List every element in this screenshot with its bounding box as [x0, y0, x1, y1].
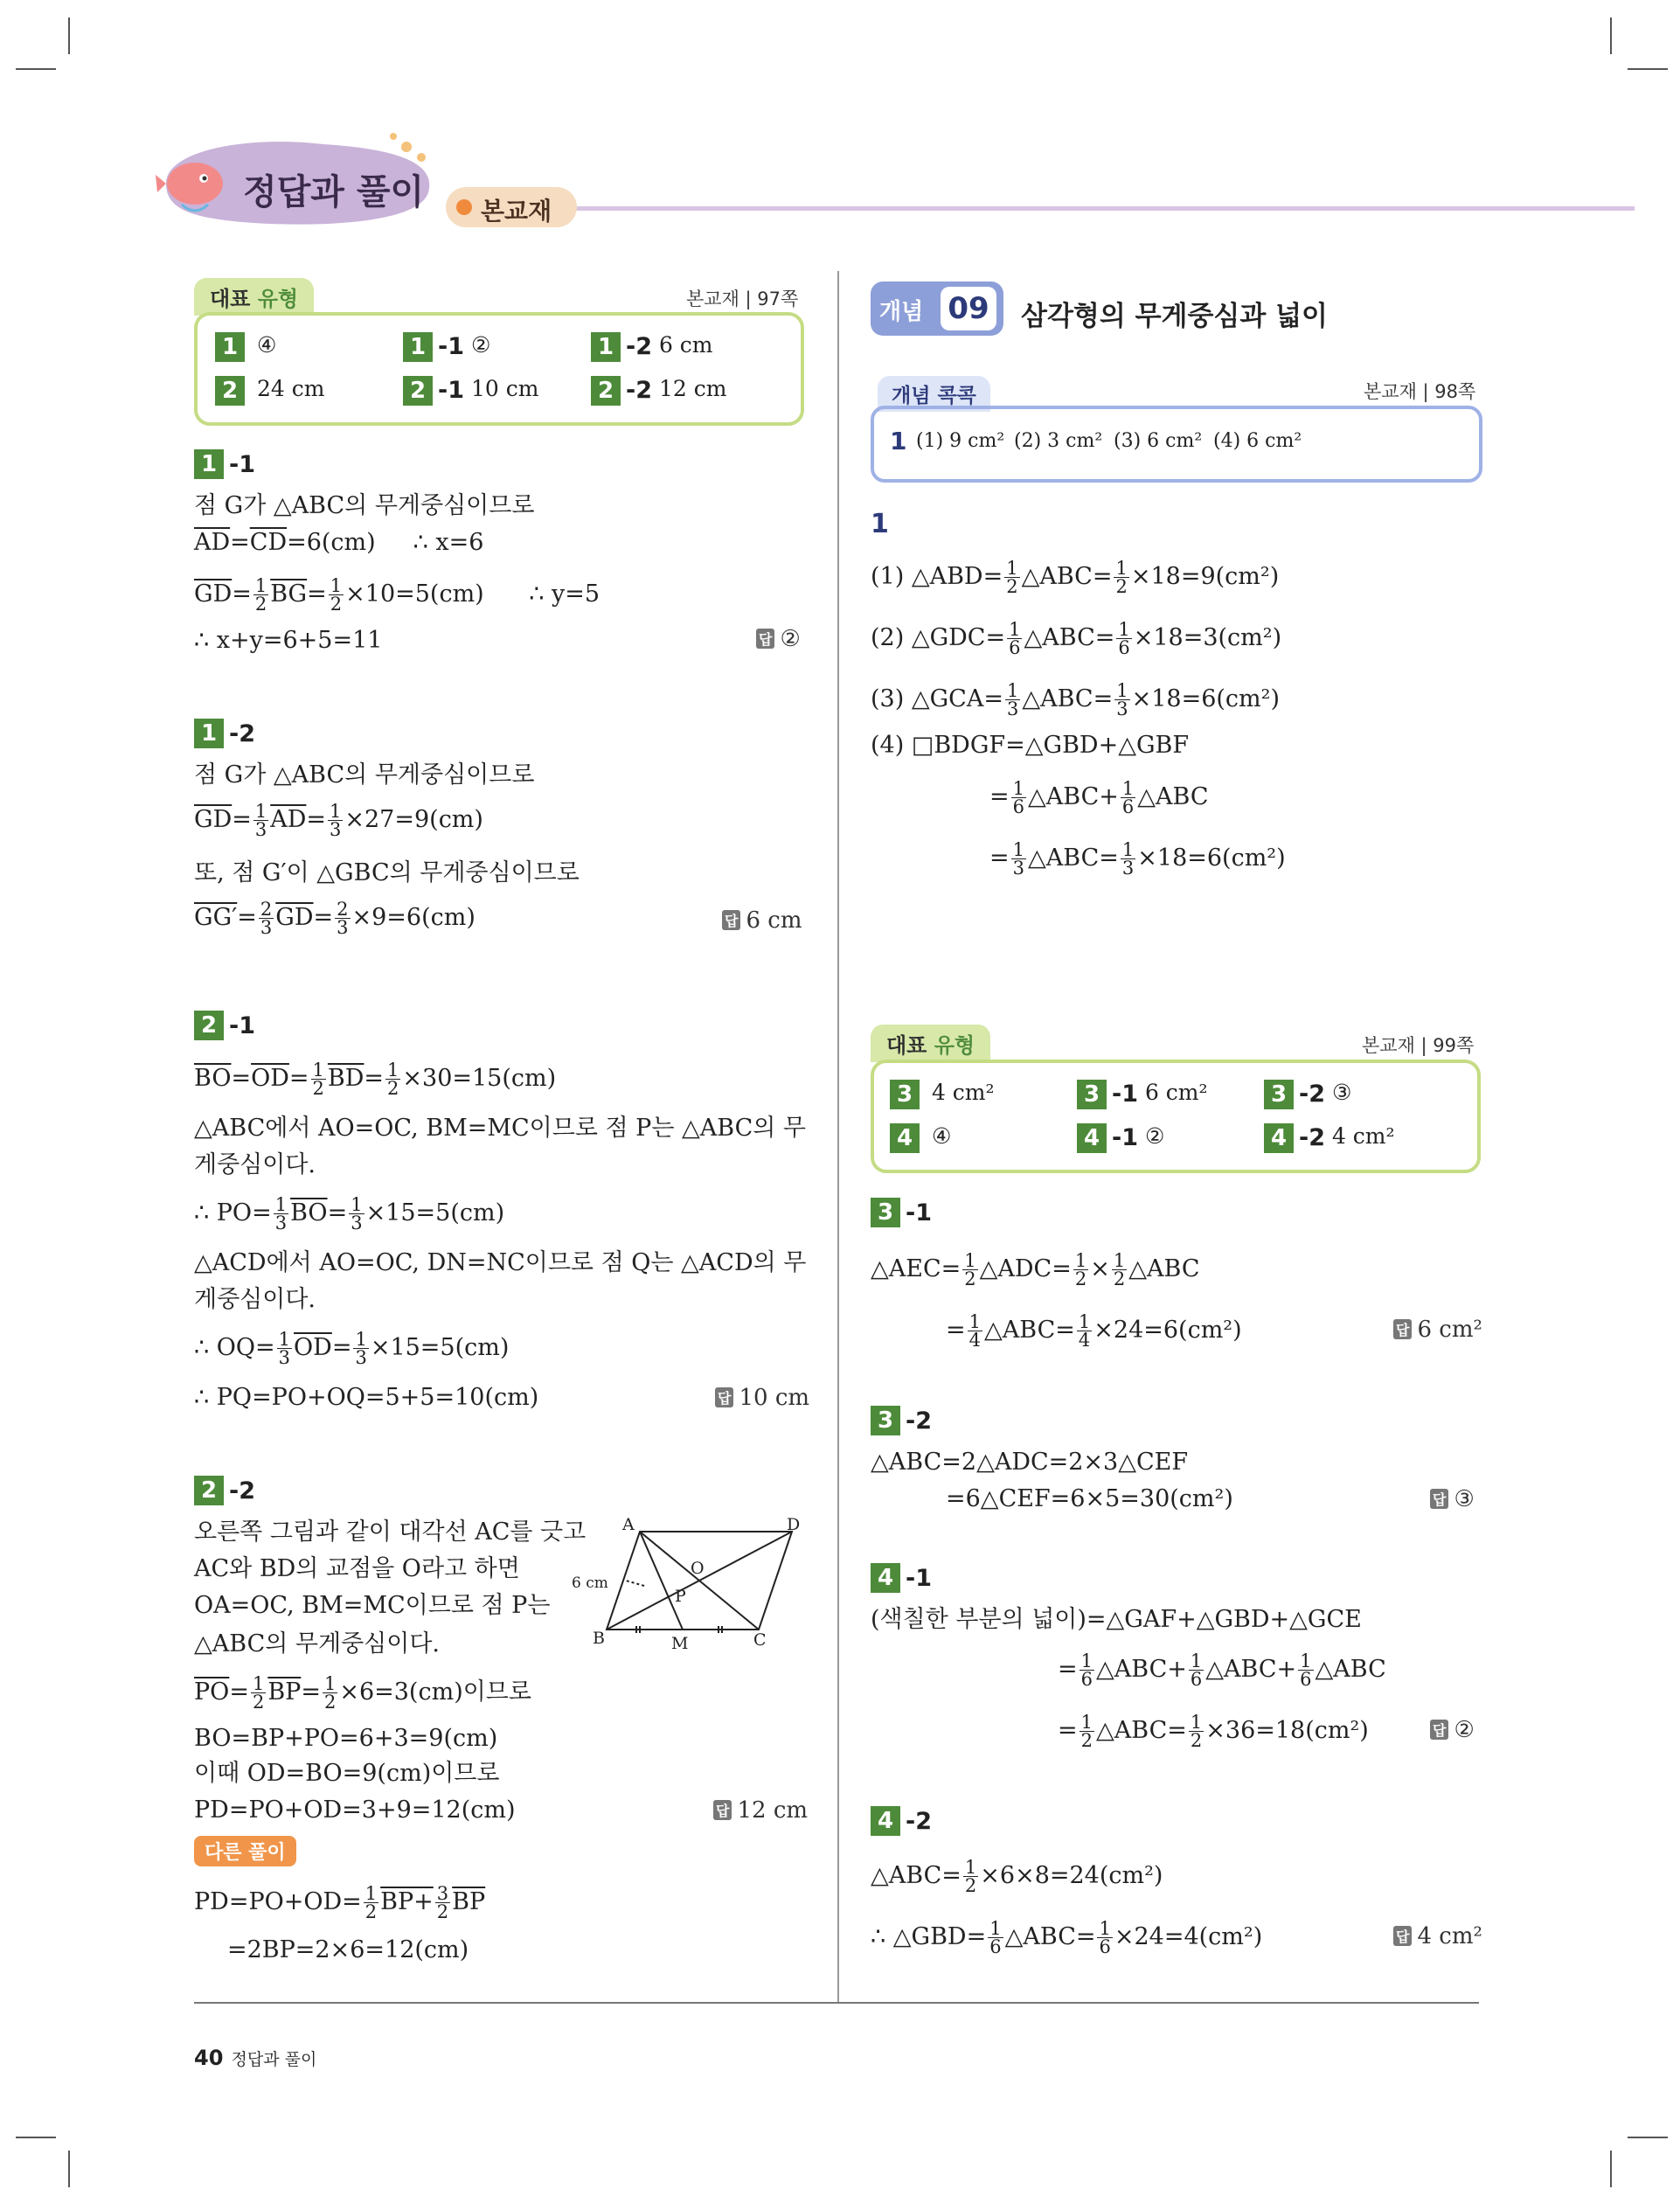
answer-item: 1 -2 6 cm [591, 330, 713, 361]
check-item: (2) 3 cm² [1014, 430, 1103, 452]
problem-heading: 4 -2 [871, 1806, 932, 1838]
answer-item: 3 -1 6 cm² [1077, 1077, 1208, 1108]
solution-line: (4) □BDGF=△GBD+△GBF [871, 732, 1190, 759]
result-answer: 답 12 cm [713, 1797, 808, 1824]
whale-mascot-icon [156, 149, 234, 219]
solution-line: $\overline{BO}=\overline{OD}=$ $\frac{1}{2}$ $\overline{BD}=$ $\frac{1}{2}$ ×30=15(cm) [194, 1060, 557, 1099]
crop-mark [1628, 68, 1668, 70]
header-title: 정답과 풀이 [243, 172, 425, 212]
answer-item: 3 -2 ③ [1264, 1077, 1351, 1108]
footer-label: 정답과 풀이 [231, 2050, 317, 2069]
answer-item: 1 ④ [215, 330, 276, 361]
result-answer: 답 6 cm² [1393, 1317, 1482, 1343]
solution-line: (3) △GCA= $\frac{1}{3}$ △ABC= $\frac{1}{3}$ ×18=6(cm²) [871, 680, 1280, 719]
solution-line: △ACD에서 AO=OC, DN=NC이므로 점 Q는 △ACD의 무 [194, 1249, 807, 1276]
check-item: (1) 9 cm² [916, 430, 1005, 452]
solution-line: OA=OC, BM=MC이므로 점 P는 [194, 1592, 551, 1619]
check-box [871, 406, 1482, 483]
crop-mark [1610, 2151, 1612, 2187]
header-tab [446, 187, 577, 227]
solution-line: 이때 OD=BO=9(cm)이므로 [194, 1760, 500, 1787]
vertex-label: D [787, 1515, 801, 1534]
answer-box [194, 312, 804, 426]
solution-line: 점 G가 △ABC의 무게중심이므로 [194, 492, 535, 519]
check-item: (3) 6 cm² [1114, 430, 1203, 452]
crop-mark [16, 2137, 56, 2138]
answer-item: 2 -2 12 cm [591, 373, 726, 405]
problem-heading: 2 -1 [194, 1011, 255, 1042]
solution-line: BO=BP+PO=6+3=9(cm) [194, 1725, 498, 1752]
solution-line: ∴ △GBD= $\frac{1}{6}$ △ABC= $\frac{1}{6}$ ×24=4(cm²) [871, 1918, 1263, 1957]
problem-heading: 1 -1 [194, 449, 255, 481]
page-number: 40 [194, 2046, 224, 2070]
check-tag: 개념 콕콕 [878, 376, 990, 412]
crop-mark [1610, 17, 1612, 54]
footer-rule [194, 2002, 1479, 2004]
concept-number: 09 [941, 287, 996, 330]
footer [194, 2046, 316, 2070]
solution-line: ∴ x+y=6+5=11 [194, 627, 383, 654]
answer-item: 4 -1 ② [1077, 1121, 1164, 1152]
parallelogram-figure [566, 1514, 813, 1654]
check-item: (4) 6 cm² [1213, 430, 1302, 452]
result-answer: 답 4 cm² [1393, 1923, 1482, 1949]
solution-line: GG′= $\frac{2}{3}$ $\overline{GD}=$ $\frac{2}{3}$ ×9=6(cm) [194, 899, 476, 938]
crop-mark [1628, 2137, 1668, 2138]
header-tab-label: 본교재 [481, 197, 552, 226]
solution-line: (색칠한 부분의 넓이)=△GAF+△GBD+△GCE [871, 1606, 1362, 1633]
concept-label: 개념 [879, 299, 924, 325]
solution-number: 1 [871, 509, 889, 539]
solution-line: ∴ PO= $\frac{1}{3}$ $\overline{BO}=$ $\frac{1}{3}$ ×15=5(cm) [194, 1194, 505, 1234]
alt-solution-tag: 다른 풀이 [194, 1836, 296, 1866]
solution-line: = $\frac{1}{4}$ △ABC= $\frac{1}{4}$ ×24=6(cm²) [946, 1311, 1242, 1351]
answer-item: 3 4 cm² [890, 1077, 995, 1108]
concept-badge [871, 281, 1003, 336]
problem-heading: 3 -2 [871, 1406, 932, 1437]
solution-line: △ABC= $\frac{1}{2}$ ×6×8=24(cm²) [871, 1857, 1163, 1896]
tab-dot-icon [456, 199, 472, 215]
problem-heading: 1 -2 [194, 719, 255, 750]
length-label: 6 cm [572, 1574, 608, 1592]
solution-line: = $\frac{1}{6}$ △ABC+ $\frac{1}{6}$ △ABC [989, 778, 1209, 817]
column-divider [837, 271, 839, 2002]
solution-line: (1) △ABD= $\frac{1}{2}$ △ABC= $\frac{1}{2}$ ×18=9(cm²) [871, 558, 1280, 597]
result-answer: 답 ③ [1430, 1486, 1475, 1512]
solution-line: 오른쪽 그림과 같이 대각선 AC를 긋고 [194, 1518, 587, 1546]
solution-line: = $\frac{1}{2}$ △ABC= $\frac{1}{2}$ ×36=18(cm²) [1058, 1712, 1369, 1751]
solution-line: = $\frac{1}{3}$ △ABC= $\frac{1}{3}$ ×18=6(cm²) [989, 839, 1286, 879]
header-rule [559, 206, 1635, 211]
solution-line: 또, 점 G′이 △GBC의 무게중심이므로 [194, 859, 580, 886]
crop-mark [68, 2151, 70, 2187]
crop-mark [68, 17, 70, 54]
solution-line: =2BP=2×6=12(cm) [227, 1936, 469, 1963]
page-ref: 본교재 | 97쪽 [686, 288, 799, 309]
answer-box [871, 1060, 1481, 1173]
solution-line: 점 G가 △ABC의 무게중심이므로 [194, 761, 535, 789]
result-answer: 답 ② [1430, 1717, 1475, 1743]
solution-line: △ABC=2△ADC=2×3△CEF [871, 1449, 1189, 1476]
page-ref: 본교재 | 99쪽 [1362, 1035, 1475, 1056]
solution-line: ∴ OQ= $\frac{1}{3}$ $\overline{OD}=$ $\frac{1}{3}$ ×15=5(cm) [194, 1329, 510, 1368]
answer-item: 2 -1 10 cm [403, 373, 538, 405]
vertex-label: A [622, 1515, 635, 1534]
answer-item: 4 -2 4 cm² [1264, 1121, 1395, 1152]
solution-line: $\overline{GD}=$ $\frac{1}{2}$ $\overline{BG}=$ $\frac{1}{2}$ ×10=5(cm) ∴ y=5 [194, 575, 600, 615]
result-answer: 답 ② [756, 626, 801, 652]
section-tag: 대표 유형 [194, 278, 314, 316]
solution-line: =6△CEF=6×5=30(cm²) [946, 1485, 1233, 1512]
crop-mark [16, 68, 56, 70]
solution-line: 게중심이다. [194, 1151, 316, 1178]
answer-item: 4 ④ [890, 1121, 951, 1152]
result-answer: 답 6 cm [722, 907, 802, 934]
solution-line: △ABC에서 AO=OC, BM=MC이므로 점 P는 △ABC의 무 [194, 1115, 807, 1142]
answer-item: 2 24 cm [215, 373, 324, 405]
vertex-label: O [691, 1559, 705, 1578]
solution-line: △ABC의 무게중심이다. [194, 1630, 441, 1657]
problem-heading: 2 -2 [194, 1476, 255, 1507]
solution-line: △AEC= $\frac{1}{2}$ △ADC= $\frac{1}{2}$ × $\frac{1}{2}$ △ABC [871, 1250, 1200, 1289]
vertex-label: B [593, 1629, 605, 1648]
solution-line: ∴ PQ=PO+OQ=5+5=10(cm) [194, 1384, 539, 1411]
solution-line: $\overline{PO}=$ $\frac{1}{2}$ $\overline{BP}=$ $\frac{1}{2}$ ×6=3(cm)이므로 [194, 1673, 531, 1713]
section-tag: 대표 유형 [871, 1025, 990, 1062]
problem-heading: 3 -1 [871, 1198, 932, 1229]
page-ref: 본교재 | 98쪽 [1364, 381, 1476, 402]
solution-line: 게중심이다. [194, 1286, 316, 1313]
solution-line: $\overline{AD}=\overline{CD}=6(cm)$ ∴ x=6 [194, 529, 484, 556]
solution-line: PD=PO+OD= $\frac{1}{2}$ BP+ $\frac{3}{2}$ $\overline{BP}$ [194, 1883, 486, 1922]
result-answer: 답 10 cm [715, 1385, 809, 1411]
problem-heading: 4 -1 [871, 1563, 932, 1595]
answer-item: 1 -1 ② [403, 330, 490, 361]
check-number: 1 [890, 427, 907, 455]
solution-line: = $\frac{1}{6}$ △ABC+ $\frac{1}{6}$ △ABC+ $\frac{1}{6}$ △ABC [1058, 1651, 1386, 1690]
solution-line: (2) △GDC= $\frac{1}{6}$ △ABC= $\frac{1}{6}$ ×18=3(cm²) [871, 619, 1282, 658]
concept-title: 삼각형의 무게중심과 넓이 [1021, 301, 1328, 332]
solution-line: $\overline{GD}=$ $\frac{1}{3}$ $\overline{AD}=$ $\frac{1}{3}$ ×27=9(cm) [194, 801, 483, 840]
solution-line: PD=PO+OD=3+9=12(cm) [194, 1796, 516, 1824]
vertex-label: C [753, 1630, 767, 1650]
vertex-label: M [671, 1634, 689, 1653]
solution-line: AC와 BD의 교점을 O라고 하면 [194, 1555, 520, 1582]
vertex-label: P [675, 1587, 686, 1606]
